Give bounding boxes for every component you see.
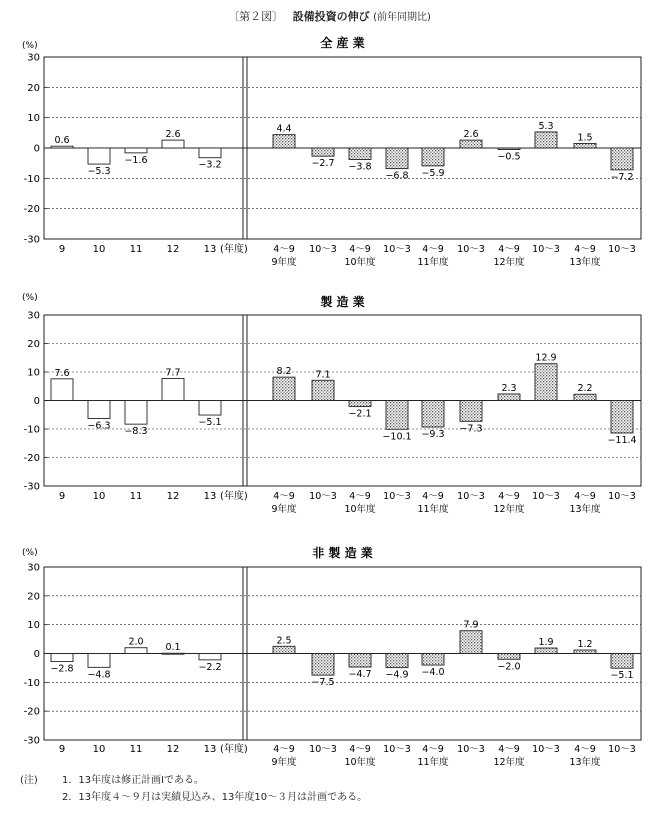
chart-panel-2 xyxy=(22,293,641,515)
y-tick-label: 20 xyxy=(27,82,40,94)
x-tick-label: 10～3 xyxy=(457,744,485,755)
y-tick-label: 20 xyxy=(27,591,40,603)
halfyear-value-label: 7.9 xyxy=(463,619,479,631)
halfyear-value-label: −2.1 xyxy=(348,408,372,420)
x-year-label: 10年度 xyxy=(344,757,376,768)
x-tick-label: 12 xyxy=(166,744,180,755)
x-tick-label: 11 xyxy=(129,491,143,502)
x-tick-label: 11 xyxy=(129,744,143,755)
x-tick-label: 13 xyxy=(203,244,217,255)
annual-value-label: 7.6 xyxy=(54,367,70,379)
x-tick-label: 10～3 xyxy=(532,244,560,255)
halfyear-value-label: 2.5 xyxy=(276,635,292,647)
chart-panel-1 xyxy=(22,35,641,268)
halfyear-bar xyxy=(422,148,444,166)
x-category-suffix: (年度) xyxy=(220,244,248,255)
halfyear-value-label: −7.3 xyxy=(459,423,483,435)
chart-title: 全 産 業 xyxy=(320,36,365,50)
chart-title: 非 製 造 業 xyxy=(312,546,373,560)
y-unit-label: (%) xyxy=(22,293,38,303)
halfyear-value-label: −4.0 xyxy=(421,667,445,679)
halfyear-bar xyxy=(349,654,371,668)
x-year-label: 12年度 xyxy=(493,504,525,515)
note-head: (注) xyxy=(20,775,38,786)
halfyear-bar xyxy=(574,394,596,400)
halfyear-value-label: −11.4 xyxy=(607,434,637,446)
figure-title-bracket: 〔第２図〕 xyxy=(228,10,284,23)
halfyear-bar xyxy=(574,650,596,653)
halfyear-value-label: 1.2 xyxy=(577,639,593,651)
annual-bar xyxy=(51,379,73,401)
halfyear-value-label: 2.3 xyxy=(501,382,517,394)
annual-bar xyxy=(51,654,73,662)
annual-bar xyxy=(162,140,184,148)
x-category-suffix: (年度) xyxy=(220,744,248,755)
x-tick-label: 9 xyxy=(58,744,66,755)
figure-title-sub: (前年同期比) xyxy=(373,12,431,23)
halfyear-value-label: −4.9 xyxy=(385,669,409,681)
y-tick-label: 30 xyxy=(27,310,40,322)
x-tick-label: 4～9 xyxy=(273,244,295,255)
x-tick-label: 4～9 xyxy=(574,244,596,255)
y-tick-label: -10 xyxy=(23,677,40,689)
halfyear-value-label: −7.2 xyxy=(610,171,634,183)
y-tick-label: -30 xyxy=(23,735,40,747)
halfyear-bar xyxy=(611,401,633,433)
halfyear-bar xyxy=(498,654,520,660)
x-tick-label: 10～3 xyxy=(309,244,337,255)
x-tick-label: 4～9 xyxy=(273,491,295,502)
note-text-1: 1．13年度は修正計画Ⅰである。 xyxy=(62,775,205,786)
note-line-2 xyxy=(20,789,367,806)
chart-title: 製 造 業 xyxy=(320,295,365,309)
y-tick-label: 10 xyxy=(27,367,40,379)
halfyear-value-label: −6.8 xyxy=(385,170,409,182)
halfyear-bar xyxy=(312,380,334,400)
annual-value-label: −2.8 xyxy=(50,663,74,675)
x-tick-label: 10～3 xyxy=(309,491,337,502)
halfyear-bar xyxy=(611,148,633,170)
halfyear-value-label: −5.9 xyxy=(421,167,445,179)
y-tick-label: -20 xyxy=(23,453,40,464)
annual-bar xyxy=(88,401,110,419)
x-tick-label: 10～3 xyxy=(608,491,636,502)
x-tick-label: 4～9 xyxy=(422,244,444,255)
halfyear-value-label: −9.3 xyxy=(421,429,445,441)
x-tick-label: 10～3 xyxy=(457,491,485,502)
halfyear-bar xyxy=(535,132,557,148)
annual-value-label: −5.3 xyxy=(87,166,111,178)
halfyear-bar xyxy=(460,631,482,654)
halfyear-bar xyxy=(422,654,444,666)
x-year-label: 13年度 xyxy=(569,757,601,768)
annual-bar xyxy=(88,654,110,668)
halfyear-bar xyxy=(386,654,408,668)
x-tick-label: 11 xyxy=(129,244,143,255)
y-unit-label: (%) xyxy=(22,41,38,51)
annual-value-label: −8.3 xyxy=(124,426,148,438)
x-year-label: 12年度 xyxy=(493,257,525,268)
halfyear-value-label: −2.7 xyxy=(311,158,335,170)
notes xyxy=(20,772,367,806)
halfyear-value-label: 8.2 xyxy=(276,366,292,378)
y-tick-label: 10 xyxy=(27,620,40,632)
annual-bar xyxy=(88,148,110,164)
annual-bar xyxy=(199,401,221,416)
halfyear-value-label: −10.1 xyxy=(382,431,412,443)
halfyear-bar xyxy=(349,148,371,160)
x-tick-label: 4～9 xyxy=(349,491,371,502)
x-tick-label: 9 xyxy=(58,244,66,255)
halfyear-value-label: 4.4 xyxy=(276,123,292,135)
note-text-2: 2．13年度４～９月は実績見込み、13年度10～３月は計画である。 xyxy=(62,792,368,803)
x-year-label: 11年度 xyxy=(417,257,449,268)
halfyear-bar xyxy=(273,377,295,400)
chart-panel-3 xyxy=(22,545,641,768)
y-tick-label: 0 xyxy=(33,396,40,407)
x-tick-label: 12 xyxy=(166,491,180,502)
x-tick-label: 4～9 xyxy=(422,744,444,755)
y-tick-label: 30 xyxy=(27,562,40,574)
x-tick-label: 4～9 xyxy=(498,491,520,502)
x-tick-label: 10～3 xyxy=(383,244,411,255)
x-tick-label: 4～9 xyxy=(349,744,371,755)
halfyear-bar xyxy=(460,401,482,422)
halfyear-value-label: −5.1 xyxy=(610,670,634,682)
halfyear-bar xyxy=(498,394,520,401)
annual-value-label: −6.3 xyxy=(87,420,111,432)
x-tick-label: 4～9 xyxy=(498,244,520,255)
x-year-label: 9年度 xyxy=(271,257,297,268)
y-tick-label: -10 xyxy=(23,424,40,436)
halfyear-value-label: 1.9 xyxy=(538,637,554,649)
halfyear-bar xyxy=(386,148,408,169)
x-tick-label: 10 xyxy=(92,491,106,502)
x-year-label: 11年度 xyxy=(417,757,449,768)
y-tick-label: -20 xyxy=(23,706,40,718)
x-year-label: 9年度 xyxy=(271,504,297,515)
x-tick-label: 10～3 xyxy=(383,744,411,755)
halfyear-value-label: −0.5 xyxy=(497,151,521,163)
x-year-label: 12年度 xyxy=(493,757,525,768)
annual-bar xyxy=(125,648,147,654)
halfyear-value-label: 2.6 xyxy=(463,129,479,141)
annual-bar xyxy=(125,401,147,425)
x-tick-label: 9 xyxy=(58,491,66,502)
halfyear-bar xyxy=(273,646,295,653)
halfyear-bar xyxy=(498,148,520,150)
halfyear-bar xyxy=(535,648,557,653)
halfyear-bar xyxy=(611,654,633,669)
x-tick-label: 13 xyxy=(203,744,217,755)
y-tick-label: -30 xyxy=(23,234,40,246)
y-tick-label: 30 xyxy=(27,52,40,64)
x-category-suffix: (年度) xyxy=(220,491,248,502)
x-tick-label: 10～3 xyxy=(532,491,560,502)
halfyear-bar xyxy=(460,140,482,148)
halfyear-bar xyxy=(422,401,444,428)
x-tick-label: 10～3 xyxy=(309,744,337,755)
x-tick-label: 4～9 xyxy=(498,744,520,755)
annual-value-label: −1.6 xyxy=(124,154,148,166)
x-tick-label: 13 xyxy=(203,491,217,502)
y-tick-label: -20 xyxy=(23,204,40,216)
y-unit-label: (%) xyxy=(22,548,38,558)
annual-value-label: 2.0 xyxy=(128,636,144,648)
annual-value-label: −5.1 xyxy=(198,417,222,429)
annual-bar xyxy=(162,653,184,654)
halfyear-bar xyxy=(386,401,408,430)
annual-value-label: 7.7 xyxy=(165,367,181,379)
y-tick-label: 10 xyxy=(27,113,40,125)
y-tick-label: -30 xyxy=(23,481,40,493)
halfyear-value-label: 1.5 xyxy=(577,132,593,144)
halfyear-bar xyxy=(535,364,557,401)
figure-title-main: 設備投資の伸び xyxy=(292,10,370,23)
y-tick-label: 0 xyxy=(33,649,40,660)
annual-value-label: 0.6 xyxy=(54,135,70,147)
halfyear-value-label: −2.0 xyxy=(497,661,521,673)
y-tick-label: 0 xyxy=(33,143,40,155)
halfyear-bar xyxy=(273,135,295,148)
y-tick-label: -10 xyxy=(23,173,40,185)
x-tick-label: 4～9 xyxy=(349,244,371,255)
x-year-label: 10年度 xyxy=(344,504,376,515)
halfyear-value-label: 7.1 xyxy=(315,369,331,381)
annual-bar xyxy=(51,146,73,148)
halfyear-bar xyxy=(312,148,334,156)
note-line-1 xyxy=(20,772,367,789)
x-tick-label: 10～3 xyxy=(532,744,560,755)
x-year-label: 9年度 xyxy=(271,757,297,768)
annual-value-label: 2.6 xyxy=(165,129,181,141)
x-year-label: 13年度 xyxy=(569,504,601,515)
annual-value-label: −3.2 xyxy=(198,159,222,171)
x-tick-label: 10 xyxy=(92,244,106,255)
x-tick-label: 4～9 xyxy=(574,491,596,502)
x-year-label: 10年度 xyxy=(344,257,376,268)
halfyear-value-label: −3.8 xyxy=(348,161,372,173)
x-year-label: 11年度 xyxy=(417,504,449,515)
x-tick-label: 10～3 xyxy=(457,244,485,255)
x-tick-label: 12 xyxy=(166,244,180,255)
annual-bar xyxy=(162,379,184,401)
halfyear-value-label: −4.7 xyxy=(348,669,372,681)
halfyear-bar xyxy=(574,143,596,148)
halfyear-bar xyxy=(349,401,371,407)
x-tick-label: 4～9 xyxy=(422,491,444,502)
x-tick-label: 10～3 xyxy=(383,491,411,502)
halfyear-value-label: 12.9 xyxy=(535,352,557,364)
halfyear-value-label: 5.3 xyxy=(538,120,554,132)
x-tick-label: 4～9 xyxy=(273,744,295,755)
x-tick-label: 4～9 xyxy=(574,744,596,755)
x-tick-label: 10 xyxy=(92,744,106,755)
annual-value-label: 0.1 xyxy=(165,642,181,654)
halfyear-value-label: 2.2 xyxy=(577,383,593,395)
annual-value-label: −2.2 xyxy=(198,661,222,673)
annual-bar xyxy=(199,148,221,158)
x-tick-label: 10～3 xyxy=(608,744,636,755)
annual-value-label: −4.8 xyxy=(87,669,111,681)
halfyear-value-label: −7.5 xyxy=(311,677,335,689)
halfyear-bar xyxy=(312,654,334,676)
annual-bar xyxy=(199,654,221,660)
x-year-label: 13年度 xyxy=(569,257,601,268)
x-tick-label: 10～3 xyxy=(608,244,636,255)
annual-bar xyxy=(125,148,147,153)
y-tick-label: 20 xyxy=(27,339,40,350)
